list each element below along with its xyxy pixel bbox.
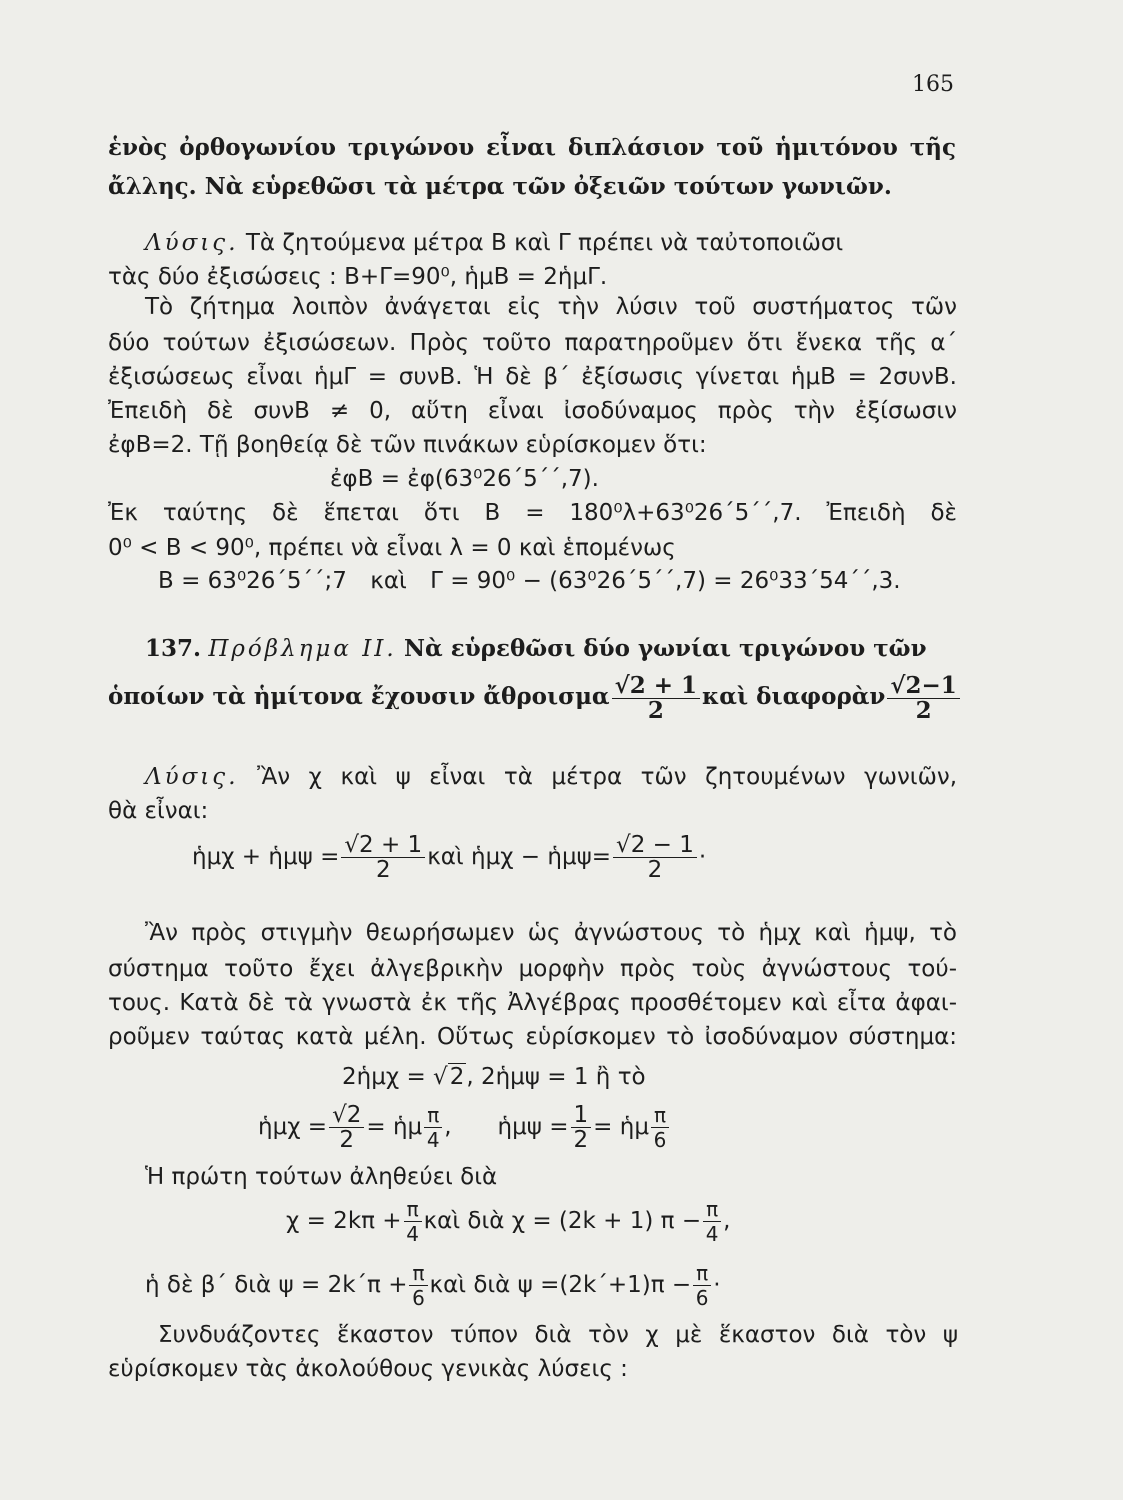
problem-title: Πρόβλημα ΙΙ. <box>208 636 397 662</box>
problem-137-line-2: ὁποίων τὰ ἡμίτονα ἔχουσιν ἄθροισμα $\frac{√2 + 1}{2}$ καὶ διαφορὰν $\frac{√2-1}{2}$ <box>108 670 962 724</box>
solution2-paragraph-line-3: τους. Κατὰ δὲ τὰ γνωστὰ ἐκ τῆς Ἀλγέβρας προσθέτομεν καὶ εἶτα ἀφαι- <box>108 990 957 1016</box>
fraction: $\frac{1}{2}$ <box>571 1103 592 1152</box>
solution2-equation-4: χ = 2kπ + $\frac{\pi}{4}$ καὶ διὰ χ = (2k + 1) π − $\frac{\pi}{4}$ , <box>286 1197 731 1246</box>
solution1-line-9: 0⁰ < Β < 90⁰, πρέπει νὰ εἶναι λ = 0 καὶ ἑπομένως <box>108 535 676 561</box>
solution1-line-5: ἐξισώσεως εἶναι ἡμΓ = συνΒ. Ἡ δὲ β΄ ἐξίσωσις γίνεται ἡμΒ = 2συνΒ. <box>108 364 957 390</box>
solution1-line-6: Ἐπειδὴ δὲ συνΒ ≠ 0, αὕτη εἶναι ἰσοδύναμος πρὸς τὴν ἐξίσωσιν <box>108 398 957 424</box>
difference-fraction: $\frac{√2-1}{2}$ <box>887 674 959 723</box>
solution-label: Λύσις. <box>145 764 239 790</box>
sum-fraction: $\frac{√2 + 1}{2}$ <box>612 674 700 723</box>
solution2-equation-2: 2ἡμχ = √2, 2ἡμψ = 1 ἢ τὸ <box>342 1064 646 1090</box>
solution1-line-8: Ἐκ ταύτης δὲ ἕπεται ὅτι Β = 180⁰λ+63⁰26΄5΄΄,7. Ἐπειδὴ δὲ <box>108 500 957 526</box>
solution2-line-3: Ἡ πρώτη τούτων ἀληθεύει διὰ <box>145 1164 498 1190</box>
fraction: $\frac{\pi}{4}$ <box>404 1197 422 1246</box>
intro-line-1: ἑνὸς ὀρθογωνίου τριγώνου εἶναι διπλάσιον τοῦ ἡμιτόνου τῆς <box>108 134 956 161</box>
page-number: 165 <box>912 72 954 97</box>
fraction: $\frac{√2 + 1}{2}$ <box>341 833 425 882</box>
solution2-equation-1: ἡμχ + ἡμψ = $\frac{√2 + 1}{2}$ καὶ ἡμχ − ἡμψ= $\frac{√2 - 1}{2}$ · <box>192 832 707 883</box>
solution2-paragraph-line-2: σύστημα τοῦτο ἔχει ἀλγεβρικὴν μορφὴν πρὸς τοὺς ἀγνώστους τού- <box>108 956 957 982</box>
solution2-paragraph-line-1: Ἂν πρὸς στιγμὴν θεωρήσωμεν ὡς ἀγνώστους τὸ ἡμχ καὶ ἡμψ, τὸ <box>145 920 957 946</box>
solution1-result: Β = 63⁰26΄5΄΄;7 καὶ Γ = 90⁰ − (63⁰26΄5΄΄,7) = 26⁰33΄54΄΄,3. <box>158 568 901 594</box>
solution2-equation-3: ἡμχ = $\frac{√2}{2}$ = ἡμ $\frac{\pi}{4}$ , ἡμψ = $\frac{1}{2}$ = ἡμ $\frac{\pi}{6}$ <box>258 1100 671 1154</box>
solution1-line-7: ἐφΒ=2. Τῇ βοηθείᾳ δὲ τῶν πινάκων εὑρίσκομεν ὅτι: <box>108 432 707 458</box>
fraction: $\frac{\pi}{4}$ <box>703 1197 721 1246</box>
intro-line-2: ἄλλης. Νὰ εὑρεθῶσι τὰ μέτρα τῶν ὀξειῶν τούτων γωνιῶν. <box>108 173 892 200</box>
problem-137-heading: 137. Πρόβλημα ΙΙ. Νὰ εὑρεθῶσι δύο γωνίαι τριγώνου τῶν <box>145 635 927 662</box>
solution1-line-3: Τὸ ζήτημα λοιπὸν ἀνάγεται εἰς τὴν λύσιν τοῦ συστήματος τῶν <box>145 294 957 320</box>
solution2-final-line-1: Συνδυάζοντες ἕκαστον τύπον διὰ τὸν χ μὲ ἕκαστον διὰ τὸν ψ <box>158 1322 958 1348</box>
fraction: $\frac{\pi}{6}$ <box>409 1261 427 1310</box>
solution2-line-2: θὰ εἶναι: <box>108 798 209 824</box>
fraction: $\frac{√2 - 1}{2}$ <box>613 833 697 882</box>
problem-number: 137. <box>145 635 202 662</box>
solution2-line-1: Λύσις. Ἂν χ καὶ ψ εἶναι τὰ μέτρα τῶν ζητουμένων γωνιῶν, <box>145 764 957 790</box>
fraction: $\frac{√2}{2}$ <box>329 1103 364 1152</box>
solution1-line-2: τὰς δύο ἐξισώσεις : Β+Γ=90⁰, ἡμΒ = 2ἡμΓ. <box>108 264 608 290</box>
solution1-line-4: δύο τούτων ἐξισώσεων. Πρὸς τοῦτο παρατηροῦμεν ὅτι ἕνεκα τῆς α΄ <box>108 330 957 356</box>
solution2-equation-5: ἡ δὲ β΄ διὰ ψ = 2k΄π + $\frac{\pi}{6}$ καὶ διὰ ψ =(2k΄+1)π − $\frac{\pi}{6}$ · <box>145 1261 721 1310</box>
solution1-equation: ἐφΒ = ἐφ(63⁰26΄5΄΄,7). <box>330 466 599 492</box>
fraction: $\frac{\pi}{6}$ <box>651 1103 669 1152</box>
solution1-line-1: Λύσις. Τὰ ζητούμενα μέτρα Β καὶ Γ πρέπει νὰ ταὐτοποιῶσι <box>145 230 844 256</box>
solution-label: Λύσις. <box>145 230 239 256</box>
solution2-final-line-2: εὑρίσκομεν τὰς ἀκολούθους γενικὰς λύσεις : <box>108 1356 628 1382</box>
solution2-paragraph-line-4: ροῦμεν ταύτας κατὰ μέλη. Οὕτως εὑρίσκομεν τὸ ἰσοδύναμον σύστημα: <box>108 1024 957 1050</box>
fraction: $\frac{\pi}{6}$ <box>693 1261 711 1310</box>
fraction: $\frac{\pi}{4}$ <box>424 1103 442 1152</box>
